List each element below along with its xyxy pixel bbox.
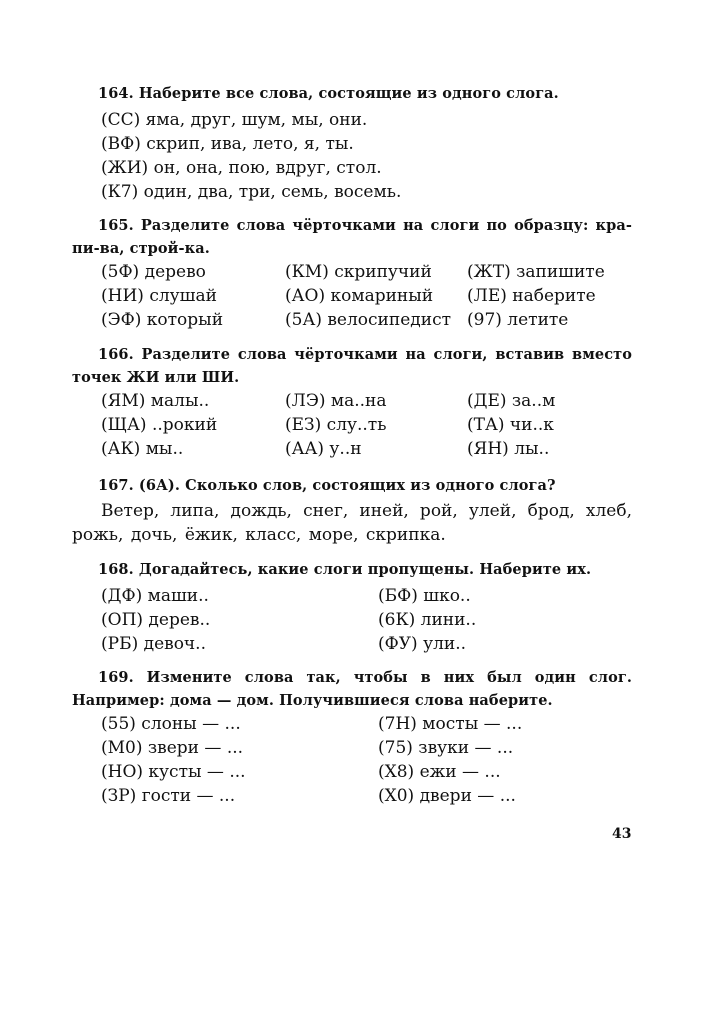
page-number: 43 (612, 826, 632, 842)
exercise-165-row: (5Ф) дерево (КМ) скрипучий (ЖТ) запишите (101, 262, 605, 282)
exercise-166-row: (ЩА) ..рокий (ЕЗ) слу..ть (ТА) чи..к (101, 415, 554, 435)
exercise-164-line: (ЖИ) он, она, пою, вдруг, стол. (101, 158, 382, 178)
exercise-167-text: Ветер, липа, дождь, снег, иней, рой, улей, брод, хлеб, рожь, дочь, ёжик, класс, море, скрипка. (72, 501, 632, 545)
exercise-169-row: (ЗР) гости — ... (Х0) двери — ... (101, 786, 516, 806)
exercise-166-row: (АК) мы.. (АА) у..н (ЯН) лы.. (101, 439, 550, 459)
exercise-168-row: (РБ) девоч.. (ФУ) ули.. (101, 634, 467, 654)
exercise-169-row: (М0) звери — ... (75) звуки — ... (101, 738, 514, 758)
exercise-165-row: (НИ) слушай (АО) комариный (ЛЕ) наберите (101, 286, 596, 306)
exercise-164-instruction: 164. Наберите все слова, состоящие из одного слога. (98, 85, 559, 102)
exercise-167-instruction: 167. (6А). Сколько слов, состоящих из одного слога? (98, 477, 556, 494)
exercise-164-line: (К7) один, два, три, семь, восемь. (101, 182, 402, 202)
exercise-169-row: (НО) кусты — ... (Х8) ежи — ... (101, 762, 501, 782)
exercise-169-row: (55) слоны — ... (7Н) мосты — ... (101, 714, 523, 734)
exercise-169-instruction: 169. Измените слова так, чтобы в них был один слог. Например: дома — дом. Получившиеся слова наберите. (72, 669, 632, 709)
exercise-166-row: (ЯМ) малы.. (ЛЭ) ма..на (ДЕ) за..м (101, 391, 556, 411)
exercise-168-instruction: 168. Догадайтесь, какие слоги пропущены. Наберите их. (98, 561, 592, 578)
exercise-168-row: (ДФ) маши.. (БФ) шко.. (101, 586, 471, 606)
exercise-164-line: (СС) яма, друг, шум, мы, они. (101, 110, 368, 130)
exercise-165-instruction: 165. Разделите слова чёрточками на слоги по образцу: кра-пи-ва, строй-ка. (72, 217, 632, 257)
exercise-166-instruction: 166. Разделите слова чёрточками на слоги, вставив вместо точек ЖИ или ШИ. (72, 346, 632, 386)
exercise-164-line: (ВФ) скрип, ива, лето, я, ты. (101, 134, 354, 154)
exercise-168-row: (ОП) дерев.. (6К) лини.. (101, 610, 477, 630)
exercise-165-row: (ЭФ) который (5А) велосипедист (97) летите (101, 310, 569, 330)
